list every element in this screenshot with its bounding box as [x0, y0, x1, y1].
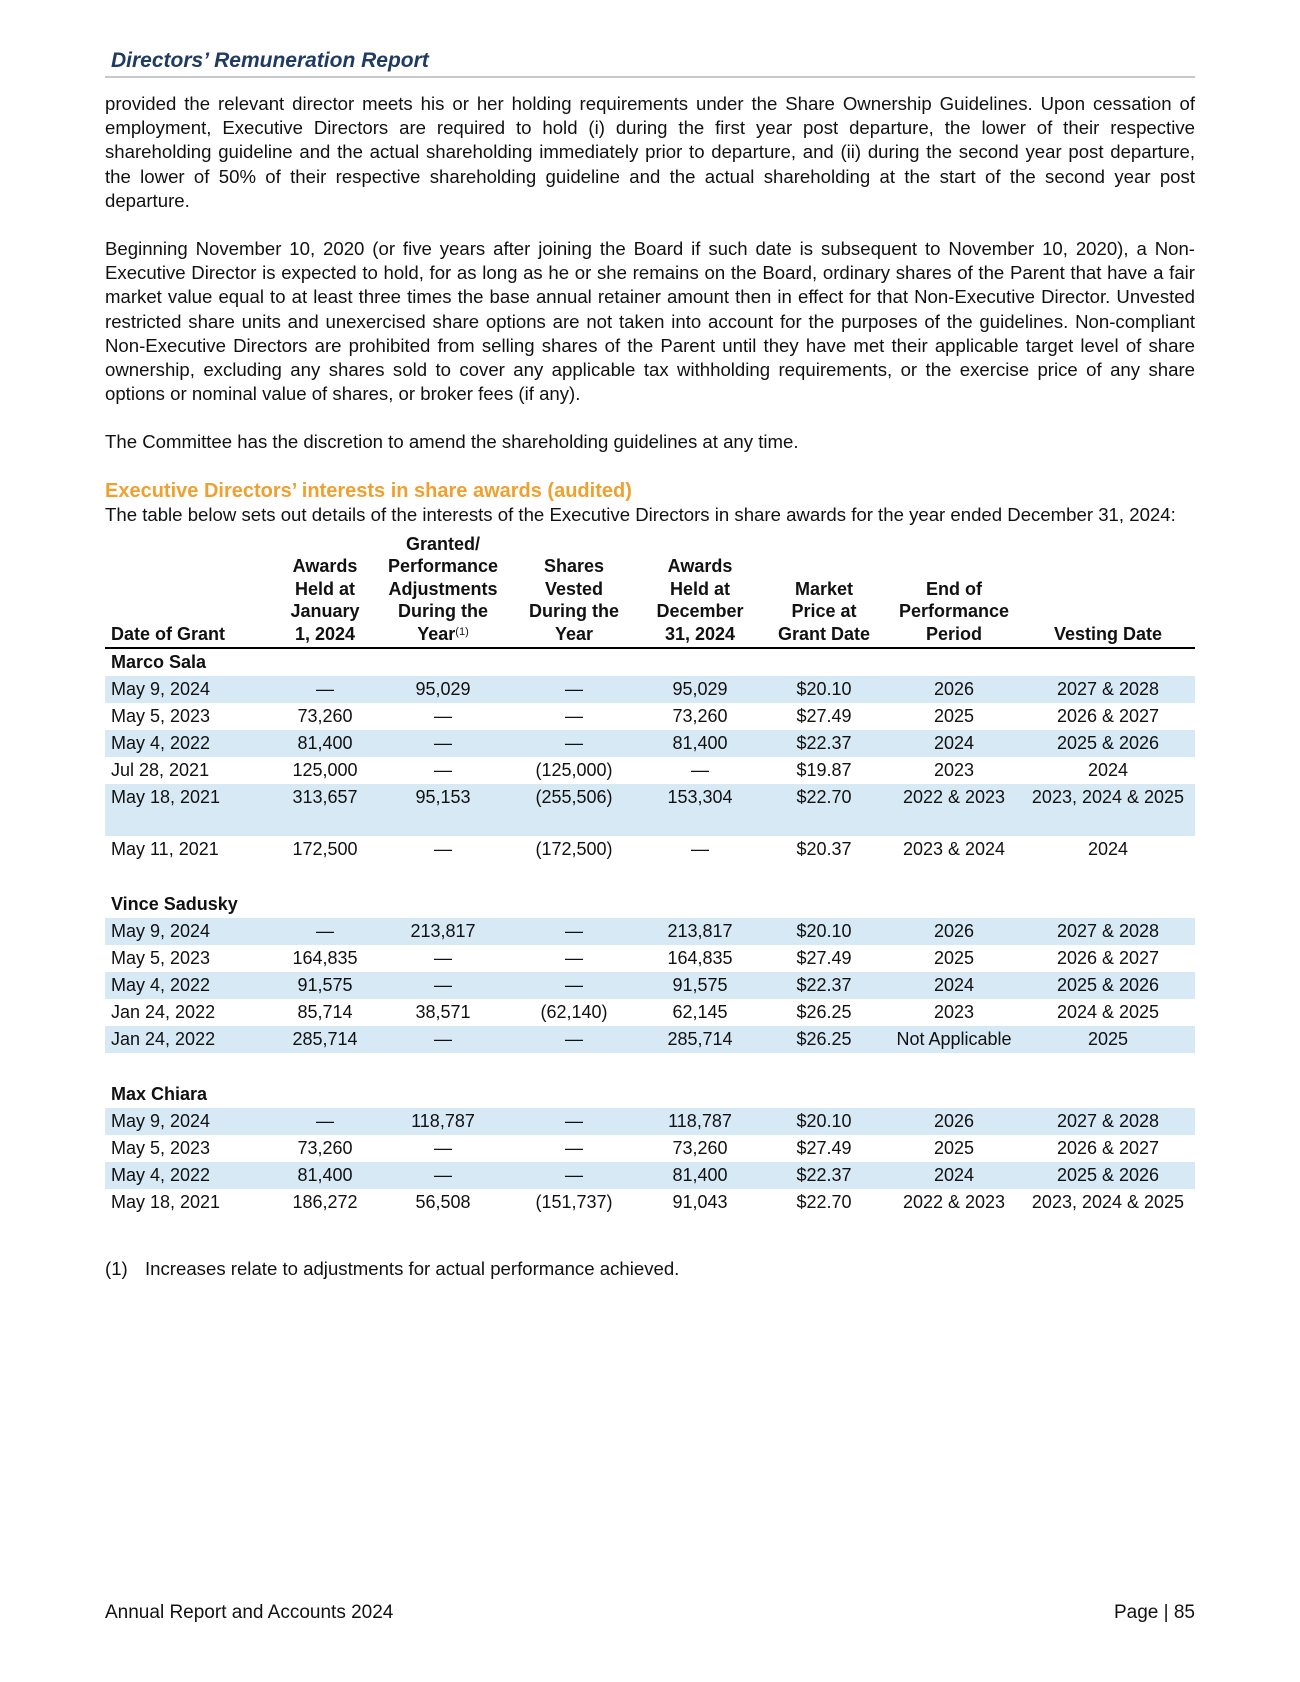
cell-date-of-grant: May 4, 2022 — [105, 1162, 273, 1189]
table-row — [105, 676, 1195, 703]
footnote-ref: (1) — [455, 625, 469, 638]
cell-vested: — — [509, 730, 639, 757]
header-granted: Granted/ Performance Adjustments During the Year$^{(1)}$ — [377, 533, 509, 649]
table-row — [105, 945, 1195, 972]
cell-granted: 56,508 — [415, 1192, 471, 1213]
cell-vesting-date: 2024 — [1087, 760, 1129, 781]
cell-vested: — — [509, 1108, 639, 1135]
cell-market-price: $26.25 — [761, 1026, 887, 1053]
cell-granted: — — [434, 760, 452, 781]
section-title: Executive Directors’ interests in share awards (audited) — [105, 479, 632, 502]
cell-market-price: $22.70 — [761, 784, 887, 836]
cell-market-price: $20.10 — [761, 918, 887, 945]
director-name: Max Chiara — [111, 1084, 208, 1105]
cell-held-jan: — — [273, 1108, 377, 1135]
table-body — [105, 648, 1195, 1241]
cell-held-jan: — — [273, 918, 377, 945]
cell-vested: — — [565, 706, 583, 727]
report-header: Directors’ Remuneration Report — [105, 46, 1195, 78]
cell-vested: (172,500) — [535, 839, 613, 860]
cell-held-dec: 91,043 — [672, 1192, 728, 1213]
cell-granted: — — [434, 948, 452, 969]
cell-market-price: $27.49 — [796, 706, 852, 727]
header-held-jan: Awards Held at January 1, 2024 — [273, 533, 377, 649]
cell-granted: 95,153 — [377, 784, 509, 836]
table-row — [105, 703, 1195, 730]
cell-held-jan: 91,575 — [273, 972, 377, 999]
cell-date-of-grant: May 4, 2022 — [105, 730, 273, 757]
cell-vested: (62,140) — [540, 1002, 608, 1023]
cell-held-jan: 73,260 — [297, 1138, 353, 1159]
cell-held-dec: 73,260 — [672, 706, 728, 727]
cell-date-of-grant: May 5, 2023 — [111, 1138, 211, 1159]
cell-held-dec: 164,835 — [667, 948, 733, 969]
cell-vesting-date: 2025 & 2026 — [1021, 730, 1195, 757]
section-intro: The table below sets out details of the interests of the Executive Directors in share awards for the year ended December 31, 2024: — [105, 503, 1176, 525]
cell-end-period: 2023 — [933, 760, 975, 781]
cell-date-of-grant: May 4, 2022 — [105, 972, 273, 999]
table-row — [105, 1162, 1195, 1189]
cell-date-of-grant: Jan 24, 2022 — [105, 1026, 273, 1053]
cell-market-price: $20.10 — [761, 676, 887, 703]
cell-held-jan: 73,260 — [297, 706, 353, 727]
cell-held-jan: 172,500 — [292, 839, 358, 860]
header-date-of-grant: Date of Grant — [105, 533, 273, 649]
cell-granted: 118,787 — [377, 1108, 509, 1135]
table-row — [105, 784, 1195, 836]
page-footer — [105, 1602, 1195, 1624]
cell-date-of-grant: May 18, 2021 — [111, 1192, 221, 1213]
group-spacer — [105, 863, 1195, 891]
cell-granted: 95,029 — [377, 676, 509, 703]
cell-held-jan: 125,000 — [292, 760, 358, 781]
director-name-row — [105, 1081, 1195, 1108]
cell-market-price: $22.37 — [761, 1162, 887, 1189]
cell-end-period: 2024 — [887, 1162, 1021, 1189]
footer-report-title: Annual Report and Accounts 2024 — [105, 1602, 394, 1623]
header-market-price: Market Price at Grant Date — [761, 533, 887, 649]
cell-held-dec: — — [691, 839, 709, 860]
director-name-row — [105, 648, 1195, 676]
paragraph-non-executive-guidelines: Beginning November 10, 2020 (or five years after joining the Board if such date is subsequent to November 10, 2020), a Non-Executive Director is expected to hold, for as long as he or she remains on the Board, ordinary shares of the Parent that have a fair market value equal to at least three times the base annual retainer amount then in effect for that Non-Executive Director. Unvested restricted share units and unexercised share options are not taken into account for the purposes of the guidelines. Non-compliant Non-Executive Directors are prohibited from selling shares of the Parent until they have met their applicable target level of share ownership, excluding any shares sold to cover any applicable tax withholding requirements, or the exercise price of any share options or nominal value of shares, or broker fees (if any). — [105, 238, 1195, 405]
cell-vesting-date: 2025 & 2026 — [1021, 972, 1195, 999]
cell-held-dec: 95,029 — [639, 676, 761, 703]
cell-vesting-date: 2025 & 2026 — [1021, 1162, 1195, 1189]
cell-held-dec: 81,400 — [639, 1162, 761, 1189]
cell-held-dec: 118,787 — [639, 1108, 761, 1135]
cell-vesting-date: 2024 & 2025 — [1056, 1002, 1160, 1023]
table-header — [105, 533, 1195, 649]
cell-market-price: $22.70 — [796, 1192, 852, 1213]
cell-granted: — — [377, 1162, 509, 1189]
director-name: Marco Sala — [111, 652, 207, 673]
cell-granted: — — [377, 1026, 509, 1053]
cell-vesting-date: 2026 & 2027 — [1056, 948, 1160, 969]
cell-end-period: 2026 — [887, 918, 1021, 945]
cell-vested: (255,506) — [509, 784, 639, 836]
cell-granted: 213,817 — [377, 918, 509, 945]
header-held-dec: Awards Held at December 31, 2024 — [639, 533, 761, 649]
cell-end-period: 2026 — [887, 1108, 1021, 1135]
cell-granted: — — [377, 730, 509, 757]
cell-held-dec: 73,260 — [672, 1138, 728, 1159]
cell-vested: (125,000) — [535, 760, 613, 781]
table-row — [105, 1108, 1195, 1135]
cell-end-period: 2023 — [933, 1002, 975, 1023]
cell-held-dec: — — [691, 760, 709, 781]
table-row — [105, 836, 1195, 863]
group-spacer — [105, 1053, 1195, 1081]
cell-vesting-date: 2023, 2024 & 2025 — [1031, 1192, 1185, 1213]
cell-held-jan: — — [273, 676, 377, 703]
cell-vesting-date: 2024 — [1087, 839, 1129, 860]
table-row — [105, 1135, 1195, 1162]
cell-market-price: $22.37 — [761, 972, 887, 999]
page-number: Page | 85 — [1113, 1602, 1195, 1623]
cell-granted: — — [434, 1138, 452, 1159]
header-vested: Shares Vested During the Year — [509, 533, 639, 649]
header-vesting-date: Vesting Date — [1021, 533, 1195, 649]
cell-end-period: 2023 & 2024 — [902, 839, 1006, 860]
cell-date-of-grant: May 11, 2021 — [111, 839, 219, 860]
cell-vested: — — [509, 918, 639, 945]
cell-held-jan: 313,657 — [273, 784, 377, 836]
footnote-number: (1) — [105, 1258, 128, 1280]
cell-vested: — — [509, 1162, 639, 1189]
cell-held-dec: 213,817 — [639, 918, 761, 945]
header-end-period: End of Performance Period — [887, 533, 1021, 649]
cell-vesting-date: 2025 — [1021, 1026, 1195, 1053]
cell-date-of-grant: May 18, 2021 — [105, 784, 273, 836]
cell-end-period: 2024 — [887, 972, 1021, 999]
cell-market-price: $27.49 — [796, 1138, 852, 1159]
director-name: Vince Sadusky — [111, 894, 238, 915]
cell-end-period: 2024 — [887, 730, 1021, 757]
cell-vesting-date: 2027 & 2028 — [1021, 676, 1195, 703]
cell-market-price: $26.25 — [796, 1002, 852, 1023]
cell-granted: — — [377, 972, 509, 999]
cell-date-of-grant: May 9, 2024 — [105, 676, 273, 703]
cell-vested: — — [509, 1026, 639, 1053]
cell-held-jan: 81,400 — [273, 1162, 377, 1189]
cell-vested: (151,737) — [535, 1192, 613, 1213]
cell-end-period: Not Applicable — [887, 1026, 1021, 1053]
cell-market-price: $27.49 — [796, 948, 852, 969]
cell-held-jan: 186,272 — [292, 1192, 358, 1213]
cell-date-of-grant: May 5, 2023 — [111, 948, 211, 969]
cell-held-dec: 62,145 — [672, 1002, 728, 1023]
table-row — [105, 972, 1195, 999]
cell-held-jan: 164,835 — [292, 948, 358, 969]
table-row — [105, 757, 1195, 784]
cell-date-of-grant: Jul 28, 2021 — [111, 760, 210, 781]
cell-market-price: $20.10 — [761, 1108, 887, 1135]
table-row — [105, 918, 1195, 945]
cell-held-dec: 81,400 — [639, 730, 761, 757]
cell-granted: 38,571 — [415, 1002, 471, 1023]
cell-end-period: 2026 — [887, 676, 1021, 703]
cell-vesting-date: 2027 & 2028 — [1021, 918, 1195, 945]
cell-end-period: 2022 & 2023 — [887, 784, 1021, 836]
footnote-text: Increases relate to adjustments for actual performance achieved. — [145, 1258, 680, 1280]
cell-held-dec: 91,575 — [639, 972, 761, 999]
cell-end-period: 2025 — [933, 706, 975, 727]
cell-date-of-grant: May 5, 2023 — [111, 706, 211, 727]
cell-vested: — — [565, 948, 583, 969]
cell-held-dec: 153,304 — [639, 784, 761, 836]
table-row — [105, 730, 1195, 757]
cell-vested: — — [509, 676, 639, 703]
cell-end-period: 2025 — [933, 1138, 975, 1159]
cell-end-period: 2022 & 2023 — [902, 1192, 1006, 1213]
share-awards-table — [105, 533, 1195, 1242]
cell-date-of-grant: May 9, 2024 — [105, 918, 273, 945]
paragraph-committee-discretion: The Committee has the discretion to amend the shareholding guidelines at any time. — [105, 431, 799, 453]
table-row — [105, 1026, 1195, 1053]
footnote — [105, 1257, 1195, 1281]
cell-market-price: $19.87 — [796, 760, 852, 781]
cell-date-of-grant: May 9, 2024 — [105, 1108, 273, 1135]
cell-market-price: $20.37 — [796, 839, 852, 860]
cell-granted: — — [434, 706, 452, 727]
table-row — [105, 1189, 1195, 1241]
cell-vested: — — [509, 972, 639, 999]
director-name-row — [105, 891, 1195, 918]
cell-vested: — — [565, 1138, 583, 1159]
cell-held-jan: 81,400 — [273, 730, 377, 757]
cell-market-price: $22.37 — [761, 730, 887, 757]
cell-vesting-date: 2027 & 2028 — [1021, 1108, 1195, 1135]
page-content — [105, 46, 1195, 1281]
cell-granted: — — [434, 839, 452, 860]
cell-held-jan: 285,714 — [273, 1026, 377, 1053]
table-row — [105, 999, 1195, 1026]
cell-vesting-date: 2026 & 2027 — [1056, 706, 1160, 727]
cell-held-dec: 285,714 — [639, 1026, 761, 1053]
cell-vesting-date: 2026 & 2027 — [1056, 1138, 1160, 1159]
cell-vesting-date: 2023, 2024 & 2025 — [1021, 784, 1195, 836]
cell-date-of-grant: Jan 24, 2022 — [111, 1002, 216, 1023]
cell-held-jan: 85,714 — [297, 1002, 353, 1023]
cell-end-period: 2025 — [933, 948, 975, 969]
paragraph-holding-requirements: provided the relevant director meets his or her holding requirements under the Share Ownership Guidelines. Upon cessation of employment, Executive Directors are required to hold (i) during the first year post departure, the lower of their respective shareholding guideline and the actual shareholding immediately prior to departure, and (ii) during the second year post departure, the lower of 50% of their respective shareholding guideline and the actual shareholding at the start of the second year post departure. — [105, 93, 1195, 211]
